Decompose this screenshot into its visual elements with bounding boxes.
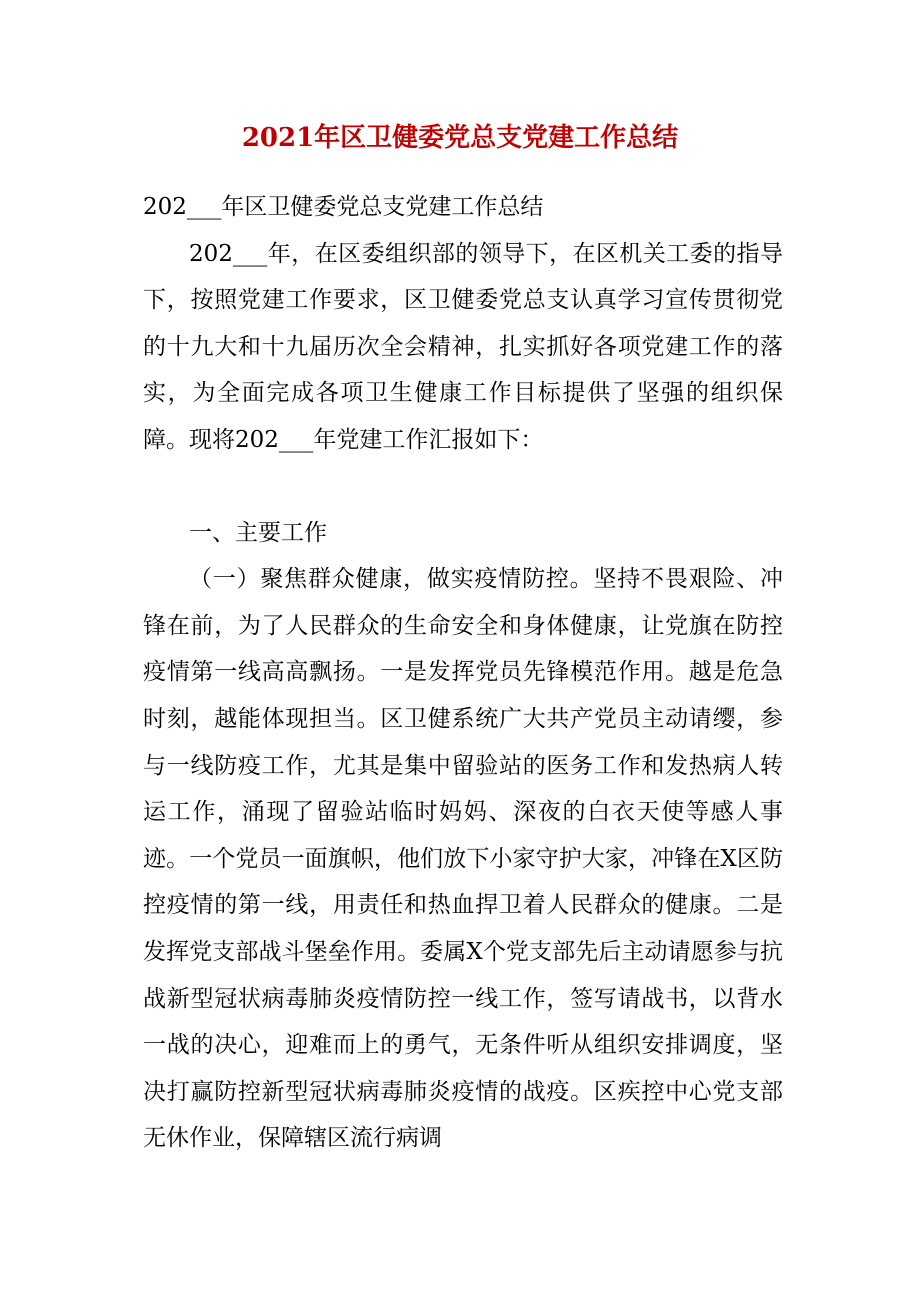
section-paragraph: （一）聚焦群众健康，做实疫情防控。坚持不畏艰险、冲锋在前，为了人民群众的生命安全和身体健康，让党旗在防控疫情第一线高高飘扬。一是发挥党员先锋模范作用。越是危急时刻，越能体现担当。区卫健系统广大共产党员主动请缨，参与一线防疫工作，尤其是集中留验站的医务工作和发热病人转运工作，涌现了留验站临时妈妈、深夜的白衣天使等感人事迹。一个党员一面旗帜，他们放下小家守护大家，冲锋在X区防控疫情的第一线，用责任和热血捍卫着人民群众的健康。二是发挥党支部战斗堡垒作用。委属X个党支部先后主动请愿参与抗战新型冠状病毒肺炎疫情防控一线工作，签写请战书，以背水一战的决心，迎难而上的勇气，无条件听从组织安排调度，坚决打赢防控新型冠状病毒肺炎疫情的战疫。区疾控中心党支部无休作业，保障辖区流行病调 <box>143 566 783 1152</box>
document-subtitle: 202___年区卫健委党总支党建工作总结 <box>143 194 544 220</box>
intro-paragraph: 202___年，在区委组织部的领导下，在区机关工委的指导下，按照党建工作要求，区卫健委党总支认真学习宣传贯彻党的十九大和十九届历次全会精神，扎实抓好各项党建工作的落实，为全面完成各项卫生健康工作目标提供了坚强的组织保障。现将202___年党建工作汇报如下： <box>143 240 783 453</box>
document-body <box>143 184 783 1162</box>
section-heading: 一、主要工作 <box>189 519 327 546</box>
document-title: 2021年区卫健委党总支党建工作总结 <box>241 123 679 153</box>
paragraph-gap <box>143 464 783 510</box>
